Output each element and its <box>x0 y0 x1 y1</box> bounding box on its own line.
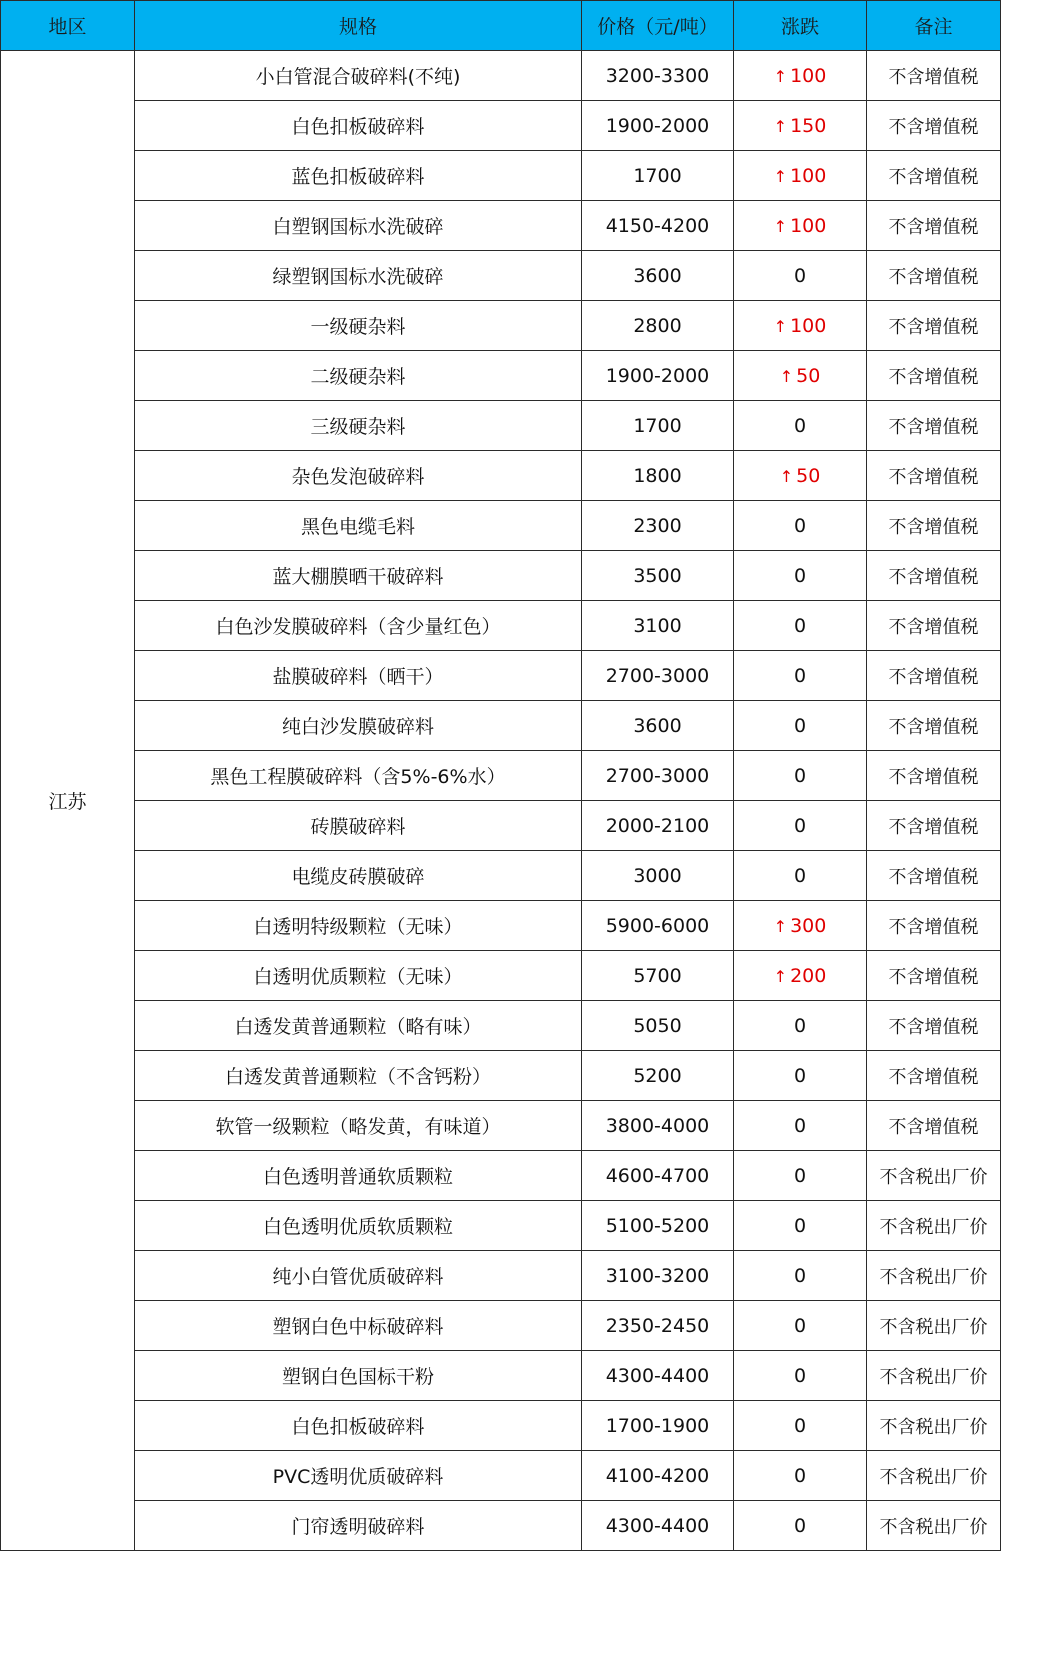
arrow-up-icon: ↑ <box>779 466 794 486</box>
note-cell: 不含增值税 <box>867 51 1001 101</box>
table-row <box>1 1301 1001 1351</box>
note-cell: 不含增值税 <box>867 501 1001 551</box>
note-cell: 不含增值税 <box>867 201 1001 251</box>
spec-cell: 塑钢白色国标干粉 <box>135 1351 582 1401</box>
header-price: 价格（元/吨） <box>582 1 734 51</box>
change-value: 50 <box>796 464 821 487</box>
change-cell <box>734 1151 867 1201</box>
note-cell: 不含增值税 <box>867 1101 1001 1151</box>
change-value: 200 <box>790 964 827 987</box>
spec-cell: 门帘透明破碎料 <box>135 1501 582 1551</box>
spec-cell: 蓝大棚膜晒干破碎料 <box>135 551 582 601</box>
table-row <box>1 101 1001 151</box>
table-row <box>1 1151 1001 1201</box>
change-value: 0 <box>793 1314 807 1337</box>
price-cell: 3000 <box>582 851 734 901</box>
change-value: 100 <box>790 314 827 337</box>
header-note: 备注 <box>867 1 1001 51</box>
arrow-up-icon: ↑ <box>773 316 788 336</box>
table-row <box>1 51 1001 101</box>
change-value: 0 <box>793 514 807 537</box>
spec-cell: 一级硬杂料 <box>135 301 582 351</box>
note-cell: 不含税出厂价 <box>867 1151 1001 1201</box>
change-value: 0 <box>793 1364 807 1387</box>
spec-cell: 白色扣板破碎料 <box>135 1401 582 1451</box>
change-cell <box>734 1201 867 1251</box>
header-spec: 规格 <box>135 1 582 51</box>
arrow-up-icon: ↑ <box>773 66 788 86</box>
note-cell: 不含增值税 <box>867 751 1001 801</box>
change-cell <box>734 1001 867 1051</box>
change-value: 0 <box>793 1014 807 1037</box>
change-value: 0 <box>793 1214 807 1237</box>
spec-cell: 白色扣板破碎料 <box>135 101 582 151</box>
table-row <box>1 351 1001 401</box>
price-cell: 5900-6000 <box>582 901 734 951</box>
change-cell <box>734 651 867 701</box>
table-row <box>1 1501 1001 1551</box>
table-row <box>1 601 1001 651</box>
change-cell <box>734 501 867 551</box>
table-row <box>1 201 1001 251</box>
table-row <box>1 951 1001 1001</box>
spec-cell: 白色沙发膜破碎料（含少量红色） <box>135 601 582 651</box>
note-cell: 不含增值税 <box>867 251 1001 301</box>
price-cell: 5100-5200 <box>582 1201 734 1251</box>
price-cell: 3800-4000 <box>582 1101 734 1151</box>
spec-cell: 白透明特级颗粒（无味） <box>135 901 582 951</box>
change-cell <box>734 351 867 401</box>
price-cell: 1800 <box>582 451 734 501</box>
spec-cell: 白透发黄普通颗粒（不含钙粉） <box>135 1051 582 1101</box>
table-row <box>1 901 1001 951</box>
price-cell: 5700 <box>582 951 734 1001</box>
note-cell: 不含税出厂价 <box>867 1301 1001 1351</box>
table-row <box>1 1001 1001 1051</box>
price-cell: 3200-3300 <box>582 51 734 101</box>
change-value: 0 <box>793 664 807 687</box>
change-cell <box>734 801 867 851</box>
change-cell <box>734 51 867 101</box>
table-row <box>1 451 1001 501</box>
price-cell: 3600 <box>582 251 734 301</box>
change-value: 0 <box>793 564 807 587</box>
price-cell: 3100-3200 <box>582 1251 734 1301</box>
change-cell <box>734 751 867 801</box>
note-cell: 不含增值税 <box>867 551 1001 601</box>
spec-cell: 三级硬杂料 <box>135 401 582 451</box>
note-cell: 不含增值税 <box>867 101 1001 151</box>
spec-cell: 黑色电缆毛料 <box>135 501 582 551</box>
price-cell: 1700 <box>582 151 734 201</box>
table-row <box>1 701 1001 751</box>
spec-cell: 白色透明优质软质颗粒 <box>135 1201 582 1251</box>
price-cell: 5050 <box>582 1001 734 1051</box>
header-row <box>1 1 1001 51</box>
change-cell <box>734 301 867 351</box>
change-value: 0 <box>793 714 807 737</box>
change-cell <box>734 401 867 451</box>
change-cell <box>734 851 867 901</box>
change-cell <box>734 151 867 201</box>
change-value: 0 <box>793 1064 807 1087</box>
table-row <box>1 751 1001 801</box>
note-cell: 不含增值税 <box>867 151 1001 201</box>
price-cell: 5200 <box>582 1051 734 1101</box>
change-cell <box>734 1251 867 1301</box>
change-value: 0 <box>793 1264 807 1287</box>
price-cell: 1900-2000 <box>582 351 734 401</box>
note-cell: 不含增值税 <box>867 951 1001 1001</box>
price-cell: 2700-3000 <box>582 751 734 801</box>
change-value: 0 <box>793 1464 807 1487</box>
price-cell: 1700-1900 <box>582 1401 734 1451</box>
spec-cell: 白透发黄普通颗粒（略有味） <box>135 1001 582 1051</box>
price-cell: 2000-2100 <box>582 801 734 851</box>
note-cell: 不含税出厂价 <box>867 1201 1001 1251</box>
spec-cell: 纯白沙发膜破碎料 <box>135 701 582 751</box>
change-value: 0 <box>793 264 807 287</box>
note-cell: 不含增值税 <box>867 1001 1001 1051</box>
change-cell <box>734 701 867 751</box>
table-row <box>1 301 1001 351</box>
arrow-up-icon: ↑ <box>773 216 788 236</box>
spec-cell: 小白管混合破碎料(不纯) <box>135 51 582 101</box>
change-cell <box>734 1101 867 1151</box>
table-row <box>1 651 1001 701</box>
price-cell: 1900-2000 <box>582 101 734 151</box>
change-cell <box>734 1301 867 1351</box>
table-row <box>1 401 1001 451</box>
note-cell: 不含增值税 <box>867 901 1001 951</box>
change-cell <box>734 201 867 251</box>
change-value: 150 <box>790 114 827 137</box>
header-region: 地区 <box>1 1 135 51</box>
spec-cell: 二级硬杂料 <box>135 351 582 401</box>
table-row <box>1 1101 1001 1151</box>
price-cell: 4300-4400 <box>582 1351 734 1401</box>
price-cell: 4600-4700 <box>582 1151 734 1201</box>
change-value: 50 <box>796 364 821 387</box>
spec-cell: 软管一级颗粒（略发黄，有味道） <box>135 1101 582 1151</box>
table-row <box>1 251 1001 301</box>
table-row <box>1 1401 1001 1451</box>
change-cell <box>734 1451 867 1501</box>
table-row <box>1 1051 1001 1101</box>
change-value: 0 <box>793 864 807 887</box>
note-cell: 不含税出厂价 <box>867 1401 1001 1451</box>
change-value: 0 <box>793 414 807 437</box>
note-cell: 不含增值税 <box>867 1051 1001 1101</box>
spec-cell: 砖膜破碎料 <box>135 801 582 851</box>
note-cell: 不含增值税 <box>867 651 1001 701</box>
spec-cell: 白色透明普通软质颗粒 <box>135 1151 582 1201</box>
change-cell <box>734 601 867 651</box>
change-cell <box>734 251 867 301</box>
spec-cell: 盐膜破碎料（晒干） <box>135 651 582 701</box>
arrow-up-icon: ↑ <box>773 166 788 186</box>
note-cell: 不含增值税 <box>867 701 1001 751</box>
change-cell <box>734 1051 867 1101</box>
change-value: 0 <box>793 1514 807 1537</box>
spec-cell: 黑色工程膜破碎料（含5%-6%水） <box>135 751 582 801</box>
change-value: 0 <box>793 814 807 837</box>
note-cell: 不含税出厂价 <box>867 1451 1001 1501</box>
price-cell: 2800 <box>582 301 734 351</box>
table-row <box>1 801 1001 851</box>
change-cell <box>734 551 867 601</box>
spec-cell: 蓝色扣板破碎料 <box>135 151 582 201</box>
spec-cell: 杂色发泡破碎料 <box>135 451 582 501</box>
table-row <box>1 1251 1001 1301</box>
change-value: 0 <box>793 614 807 637</box>
price-cell: 3500 <box>582 551 734 601</box>
table-row <box>1 1201 1001 1251</box>
note-cell: 不含增值税 <box>867 401 1001 451</box>
spec-cell: 绿塑钢国标水洗破碎 <box>135 251 582 301</box>
change-cell <box>734 101 867 151</box>
arrow-up-icon: ↑ <box>773 916 788 936</box>
change-value: 100 <box>790 214 827 237</box>
price-cell: 2700-3000 <box>582 651 734 701</box>
change-cell <box>734 901 867 951</box>
table-row <box>1 851 1001 901</box>
note-cell: 不含增值税 <box>867 851 1001 901</box>
note-cell: 不含税出厂价 <box>867 1501 1001 1551</box>
price-cell: 3100 <box>582 601 734 651</box>
change-value: 300 <box>790 914 827 937</box>
price-cell: 3600 <box>582 701 734 751</box>
note-cell: 不含增值税 <box>867 301 1001 351</box>
change-cell <box>734 1401 867 1451</box>
spec-cell: PVC透明优质破碎料 <box>135 1451 582 1501</box>
change-value: 100 <box>790 164 827 187</box>
change-value: 0 <box>793 1414 807 1437</box>
change-cell <box>734 1501 867 1551</box>
table-header <box>1 1 1001 51</box>
note-cell: 不含税出厂价 <box>867 1351 1001 1401</box>
note-cell: 不含增值税 <box>867 601 1001 651</box>
region-cell: 江苏 <box>1 51 135 1551</box>
price-cell: 4150-4200 <box>582 201 734 251</box>
change-value: 0 <box>793 1164 807 1187</box>
note-cell: 不含增值税 <box>867 801 1001 851</box>
change-cell <box>734 1351 867 1401</box>
note-cell: 不含增值税 <box>867 451 1001 501</box>
arrow-up-icon: ↑ <box>779 366 794 386</box>
spec-cell: 塑钢白色中标破碎料 <box>135 1301 582 1351</box>
note-cell: 不含税出厂价 <box>867 1251 1001 1301</box>
table-row <box>1 1351 1001 1401</box>
change-value: 100 <box>790 64 827 87</box>
table-row <box>1 1451 1001 1501</box>
price-cell: 2350-2450 <box>582 1301 734 1351</box>
spec-cell: 白透明优质颗粒（无味） <box>135 951 582 1001</box>
spec-cell: 电缆皮砖膜破碎 <box>135 851 582 901</box>
change-value: 0 <box>793 1114 807 1137</box>
spec-cell: 纯小白管优质破碎料 <box>135 1251 582 1301</box>
table-body <box>1 51 1001 1551</box>
price-cell: 2300 <box>582 501 734 551</box>
note-cell: 不含增值税 <box>867 351 1001 401</box>
arrow-up-icon: ↑ <box>773 116 788 136</box>
price-cell: 4100-4200 <box>582 1451 734 1501</box>
price-cell: 1700 <box>582 401 734 451</box>
table-row <box>1 551 1001 601</box>
change-value: 0 <box>793 764 807 787</box>
change-cell <box>734 451 867 501</box>
spec-cell: 白塑钢国标水洗破碎 <box>135 201 582 251</box>
header-change: 涨跌 <box>734 1 867 51</box>
change-cell <box>734 951 867 1001</box>
table-row <box>1 151 1001 201</box>
arrow-up-icon: ↑ <box>773 966 788 986</box>
table-row <box>1 501 1001 551</box>
price-cell: 4300-4400 <box>582 1501 734 1551</box>
